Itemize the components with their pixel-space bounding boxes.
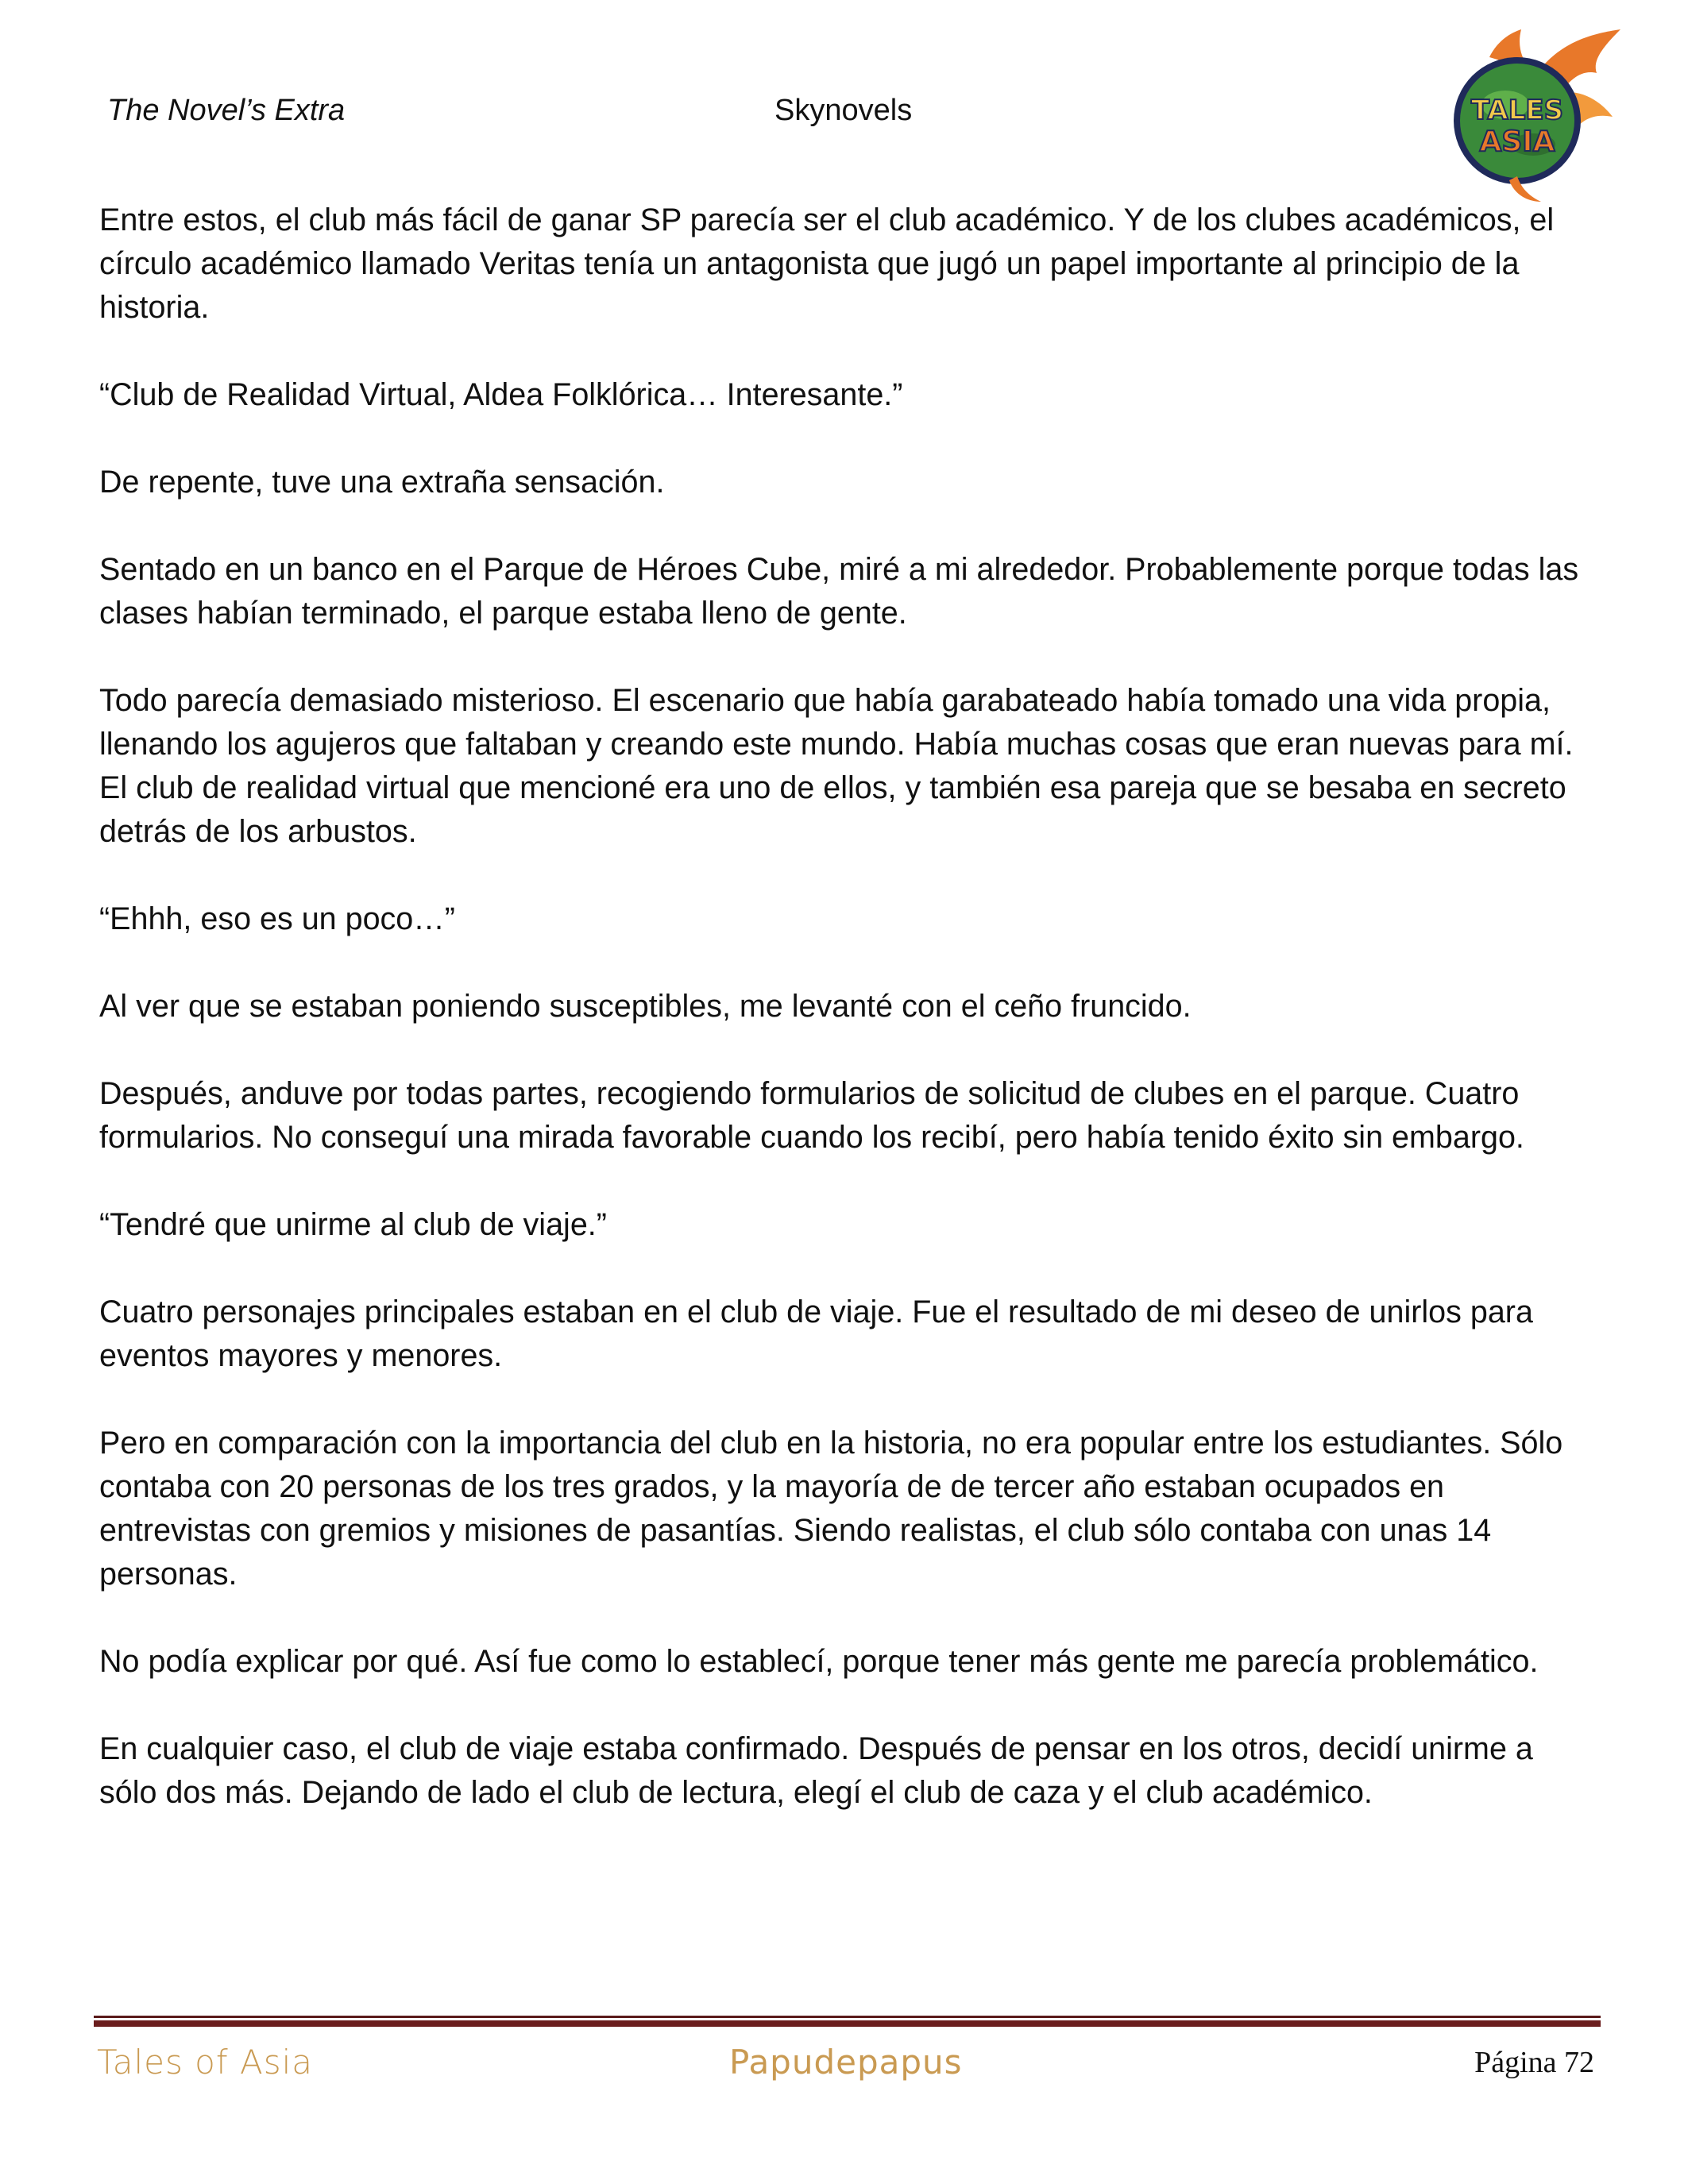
logo-text-top: TALES	[1470, 95, 1564, 126]
paragraph: Todo parecía demasiado misterioso. El escenario que había garabateado había tomado una vida propia, llenando los agujeros que faltaban y creando este mundo. Había muchas cosas que eran nuevas para mí. El club de realidad virtual que mencioné era uno de ellos, y también esa pareja que se besaba en secreto detrás de los arbustos.	[99, 683, 1574, 849]
paragraph: Después, anduve por todas partes, recogiendo formularios de solicitud de clubes en el parque. Cuatro formularios. No conseguí una mirada favorable cuando los recibí, pero había tenido éxito sin embargo.	[99, 1076, 1524, 1155]
paragraph: “Ehhh, eso es un poco…”	[99, 901, 455, 936]
chapter-body	[99, 199, 1593, 1858]
book-title: The Novel’s Extra	[107, 94, 346, 127]
paragraph: De repente, tuve una extraña sensación.	[99, 465, 665, 500]
paragraph: Sentado en un banco en el Parque de Héroes Cube, miré a mi alrededor. Probablemente porque todas las clases habían terminado, el parque estaba lleno de gente.	[99, 552, 1579, 631]
paragraph: En cualquier caso, el club de viaje estaba confirmado. Después de pensar en los otros, decidí unirme a sólo dos más. Dejando de lado el club de lectura, elegí el club de caza y el club académico.	[99, 1731, 1533, 1810]
page-number: Página 72	[1474, 2046, 1594, 2079]
footer-publisher: Tales of Asia	[97, 2043, 314, 2082]
paragraph: No podía explicar por qué. Así fue como lo establecí, porque tener más gente me parecía problemático.	[99, 1644, 1539, 1679]
paragraph: Cuatro personajes principales estaban en el club de viaje. Fue el resultado de mi deseo de unirlos para eventos mayores y menores.	[99, 1295, 1533, 1373]
logo-text-bottom: ASIA	[1479, 125, 1555, 158]
footer-translator: Papudepapus	[729, 2043, 963, 2082]
paragraph: “Tendré que unirme al club de viaje.”	[99, 1207, 607, 1242]
site-name: Skynovels	[774, 94, 913, 127]
paragraph: “Club de Realidad Virtual, Aldea Folklórica… Interesante.”	[99, 377, 903, 412]
paragraph: Al ver que se estaban poniendo susceptibles, me levanté con el ceño fruncido.	[99, 989, 1192, 1024]
footer-divider	[94, 2016, 1601, 2027]
paragraph: Pero en comparación con la importancia del club en la historia, no era popular entre los estudiantes. Sólo contaba con 20 personas de los tres grados, y la mayoría de de tercer año estaban ocupados en entrevistas con gremios y misiones de pasantías. Siendo realistas, el club sólo contaba con unas 14 personas.	[99, 1426, 1563, 1592]
paragraph: Entre estos, el club más fácil de ganar SP parecía ser el club académico. Y de los clubes académicos, el círculo académico llamado Veritas tenía un antagonista que jugó un papel importante al principio de la historia.	[99, 203, 1555, 325]
tales-of-asia-logo	[1442, 25, 1624, 204]
